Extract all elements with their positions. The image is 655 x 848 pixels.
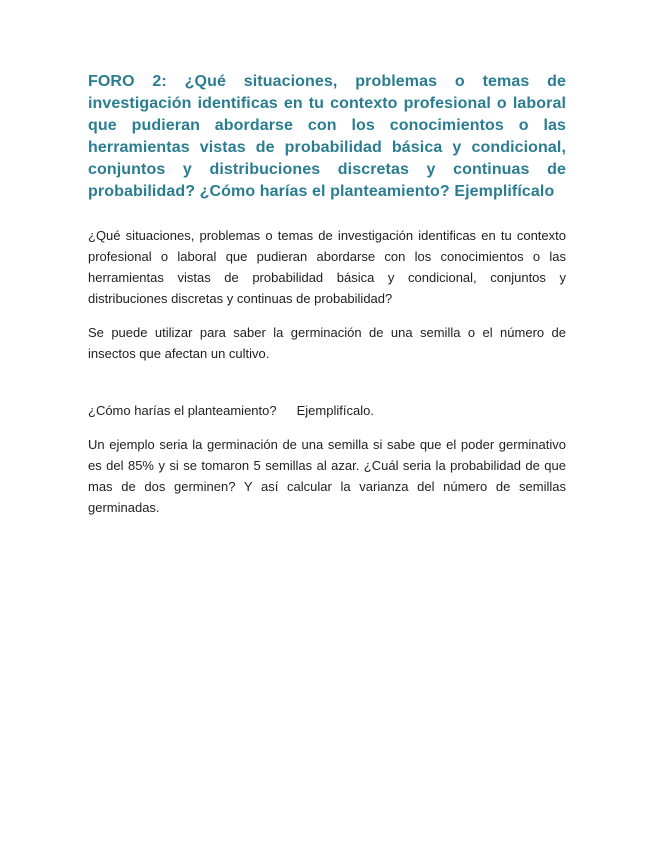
question-2-text: ¿Cómo harías el planteamiento? xyxy=(88,403,277,418)
document-content xyxy=(88,71,566,518)
answer-1-text: Se puede utilizar para saber la germinación de una semilla o el número de insectos que afectan un cultivo. xyxy=(88,325,566,361)
question-2-suffix: Ejemplifícalo. xyxy=(296,403,374,418)
forum-question-heading: FORO 2: ¿Qué situaciones, problemas o temas de investigación identificas en tu contexto profesional o laboral que pudieran abordarse con los conocimientos o las herramientas vistas de probabilidad básica y condicional, conjuntos y distribuciones discretas y continuas de probabilidad? ¿Cómo harías el planteamiento? Ejemplifícalo xyxy=(88,73,566,200)
question-1-text: ¿Qué situaciones, problemas o temas de investigación identificas en tu contexto profesional o laboral que pudieran abordarse con los conocimientos o las herramientas vistas de probabilidad básica y condicional, conjuntos y distribuciones discretas y continuas de probabilidad? xyxy=(88,228,566,306)
answer-2-text: Un ejemplo seria la germinación de una semilla si sabe que el poder germinativo es del 85% y si se tomaron 5 semillas al azar. ¿Cuál seria la probabilidad de que mas de dos germinen? Y así calcular la varianza del número de semillas germinadas. xyxy=(88,437,566,515)
question-2-line xyxy=(88,400,566,421)
